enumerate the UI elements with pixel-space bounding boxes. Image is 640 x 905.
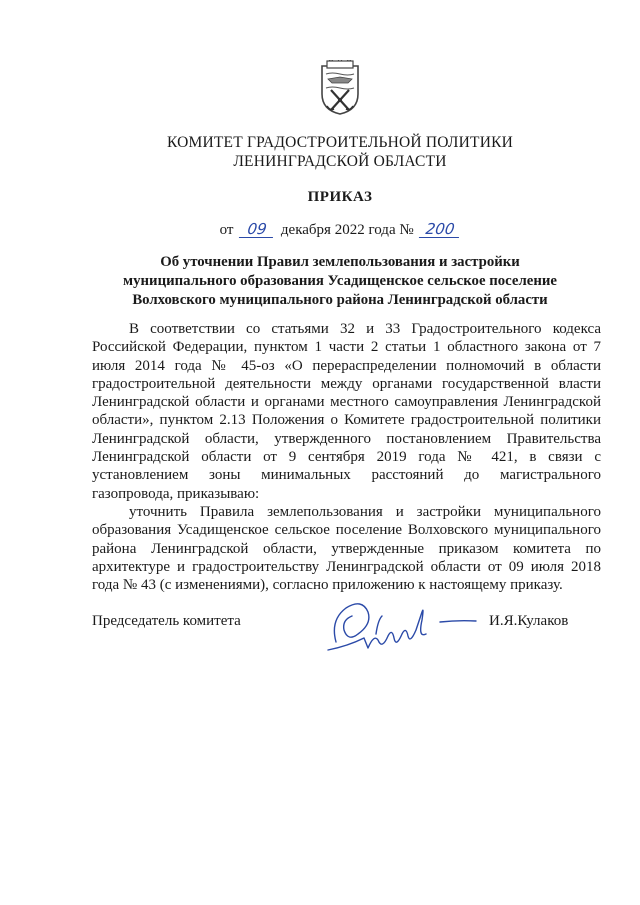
- order-date-line: [90, 222, 590, 239]
- body-paragraph-2: уточнить Правила землепользования и застройки муниципального образования Усадищенское сельское поселение Волховского муниципального района Ленинградской области, утвержденные приказом комитета по архитектуре и градостроительству Ленинградской области от 09 июля 2018 года № 43 (с изменениями), согласно приложению к настоящему приказу.: [92, 503, 601, 594]
- committee-name-line2: ЛЕНИНГРАДСКОЙ ОБЛАСТИ: [233, 153, 447, 170]
- committee-name: [90, 133, 590, 171]
- signer-name: И.Я.Кулаков: [489, 613, 569, 629]
- handwritten-day: 09: [239, 222, 275, 238]
- handwritten-order-number: 200: [419, 222, 461, 238]
- order-subject: [95, 253, 585, 310]
- date-prefix: от: [219, 222, 234, 238]
- subject-line3: Волховского муниципального района Ленинградской области: [132, 292, 548, 308]
- coat-of-arms-icon: [318, 60, 362, 116]
- order-body: [92, 320, 601, 594]
- date-rest: декабря 2022 года №: [280, 222, 414, 238]
- subject-line2: муниципального образования Усадищенское сельское поселение: [123, 273, 557, 289]
- handwritten-signature: [318, 590, 488, 660]
- committee-name-line1: КОМИТЕТ ГРАДОСТРОИТЕЛЬНОЙ ПОЛИТИКИ: [166, 134, 514, 151]
- body-paragraph-1: В соответствии со статьями 32 и 33 Градостроительного кодекса Российской Федерации, пунктом 1 части 2 статьи 1 областного закона от 7 июля 2014 года № 45-оз «О перераспределении полномочий в области градостроительной деятельности между органами государственной власти Ленинградской области и органами местного самоуправления Ленинградской области», пунктом 2.13 Положения о Комитете градостроительной политики Ленинградской области, утвержденного постановлением Правительства Ленинградской области от 9 сентября 2019 года № 421, в связи с установлением зоны минимальных расстояний до магистрального газопровода, приказываю:: [92, 321, 601, 502]
- signer-role: Председатель комитета: [92, 613, 241, 629]
- order-title: ПРИКАЗ: [307, 189, 373, 205]
- subject-line1: Об уточнении Правил землепользования и застройки: [160, 254, 520, 270]
